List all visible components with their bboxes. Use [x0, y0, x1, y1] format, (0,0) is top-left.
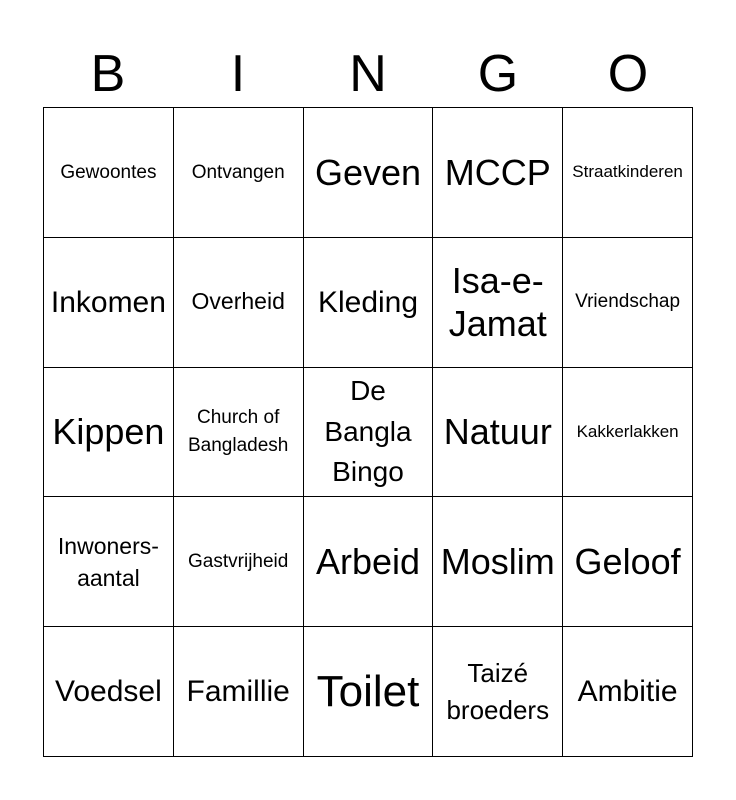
bingo-cell[interactable]	[174, 497, 304, 627]
bingo-cell[interactable]	[433, 238, 563, 368]
cell-label: Inwoners- aantal	[57, 532, 159, 591]
header-letter-n: N	[349, 45, 387, 103]
cell-label: Kippen	[52, 411, 165, 453]
bingo-cell[interactable]	[304, 238, 434, 368]
bingo-cell[interactable]	[433, 368, 563, 498]
bingo-header	[43, 40, 693, 108]
bingo-cell[interactable]	[563, 238, 693, 368]
cell-label: Kakkerlakken	[576, 421, 679, 441]
cell-label: MCCP	[444, 151, 551, 193]
bingo-card	[43, 107, 693, 757]
cell-label: Natuur	[443, 411, 552, 453]
bingo-cell[interactable]	[433, 627, 563, 757]
bingo-cell[interactable]	[563, 497, 693, 627]
bingo-cell[interactable]	[304, 627, 434, 757]
cell-label: Church of Bangladesh	[188, 407, 289, 456]
cell-label: Famillie	[186, 675, 290, 709]
cell-label: Gastvrijheid	[188, 550, 289, 572]
header-letter-i: I	[230, 45, 246, 103]
cell-label: Arbeid	[315, 541, 421, 583]
bingo-cell[interactable]	[174, 368, 304, 498]
cell-label: Straatkinderen	[572, 162, 683, 182]
bingo-cell[interactable]	[174, 627, 304, 757]
cell-label: Kleding	[317, 285, 419, 319]
bingo-cell[interactable]	[304, 368, 434, 498]
bingo-cell[interactable]	[174, 238, 304, 368]
bingo-cell[interactable]	[44, 368, 174, 498]
bingo-cell[interactable]	[563, 108, 693, 238]
cell-label: Toilet	[316, 666, 420, 716]
cell-label: Overheid	[191, 288, 285, 315]
cell-label: Taizé broeders	[446, 658, 550, 725]
cell-label: Geloof	[574, 541, 681, 583]
bingo-cell[interactable]	[174, 108, 304, 238]
bingo-cell[interactable]	[433, 108, 563, 238]
cell-label: Geven	[314, 151, 422, 193]
header-letter-g: G	[477, 45, 519, 103]
cell-label: Ontvangen	[191, 161, 285, 183]
cell-label: Vriendschap	[575, 291, 681, 313]
bingo-cell[interactable]	[44, 497, 174, 627]
bingo-cell[interactable]	[44, 627, 174, 757]
bingo-cell[interactable]	[44, 108, 174, 238]
cell-label: Moslim	[440, 541, 555, 583]
cell-label: Gewoontes	[60, 161, 157, 183]
bingo-cell[interactable]	[44, 238, 174, 368]
cell-label: Voedsel	[55, 675, 162, 709]
bingo-cell[interactable]	[433, 497, 563, 627]
header-letter-b: B	[90, 45, 126, 103]
cell-label: Isa-e- Jamat	[448, 260, 547, 345]
header-letter-o: O	[607, 45, 649, 103]
bingo-cell[interactable]	[304, 108, 434, 238]
cell-label: Inkomen	[50, 285, 166, 319]
bingo-cell[interactable]	[563, 627, 693, 757]
cell-label: Ambitie	[577, 675, 678, 709]
bingo-cell[interactable]	[304, 497, 434, 627]
cell-label: De Bangla Bingo	[324, 374, 412, 488]
bingo-cell[interactable]	[563, 368, 693, 498]
